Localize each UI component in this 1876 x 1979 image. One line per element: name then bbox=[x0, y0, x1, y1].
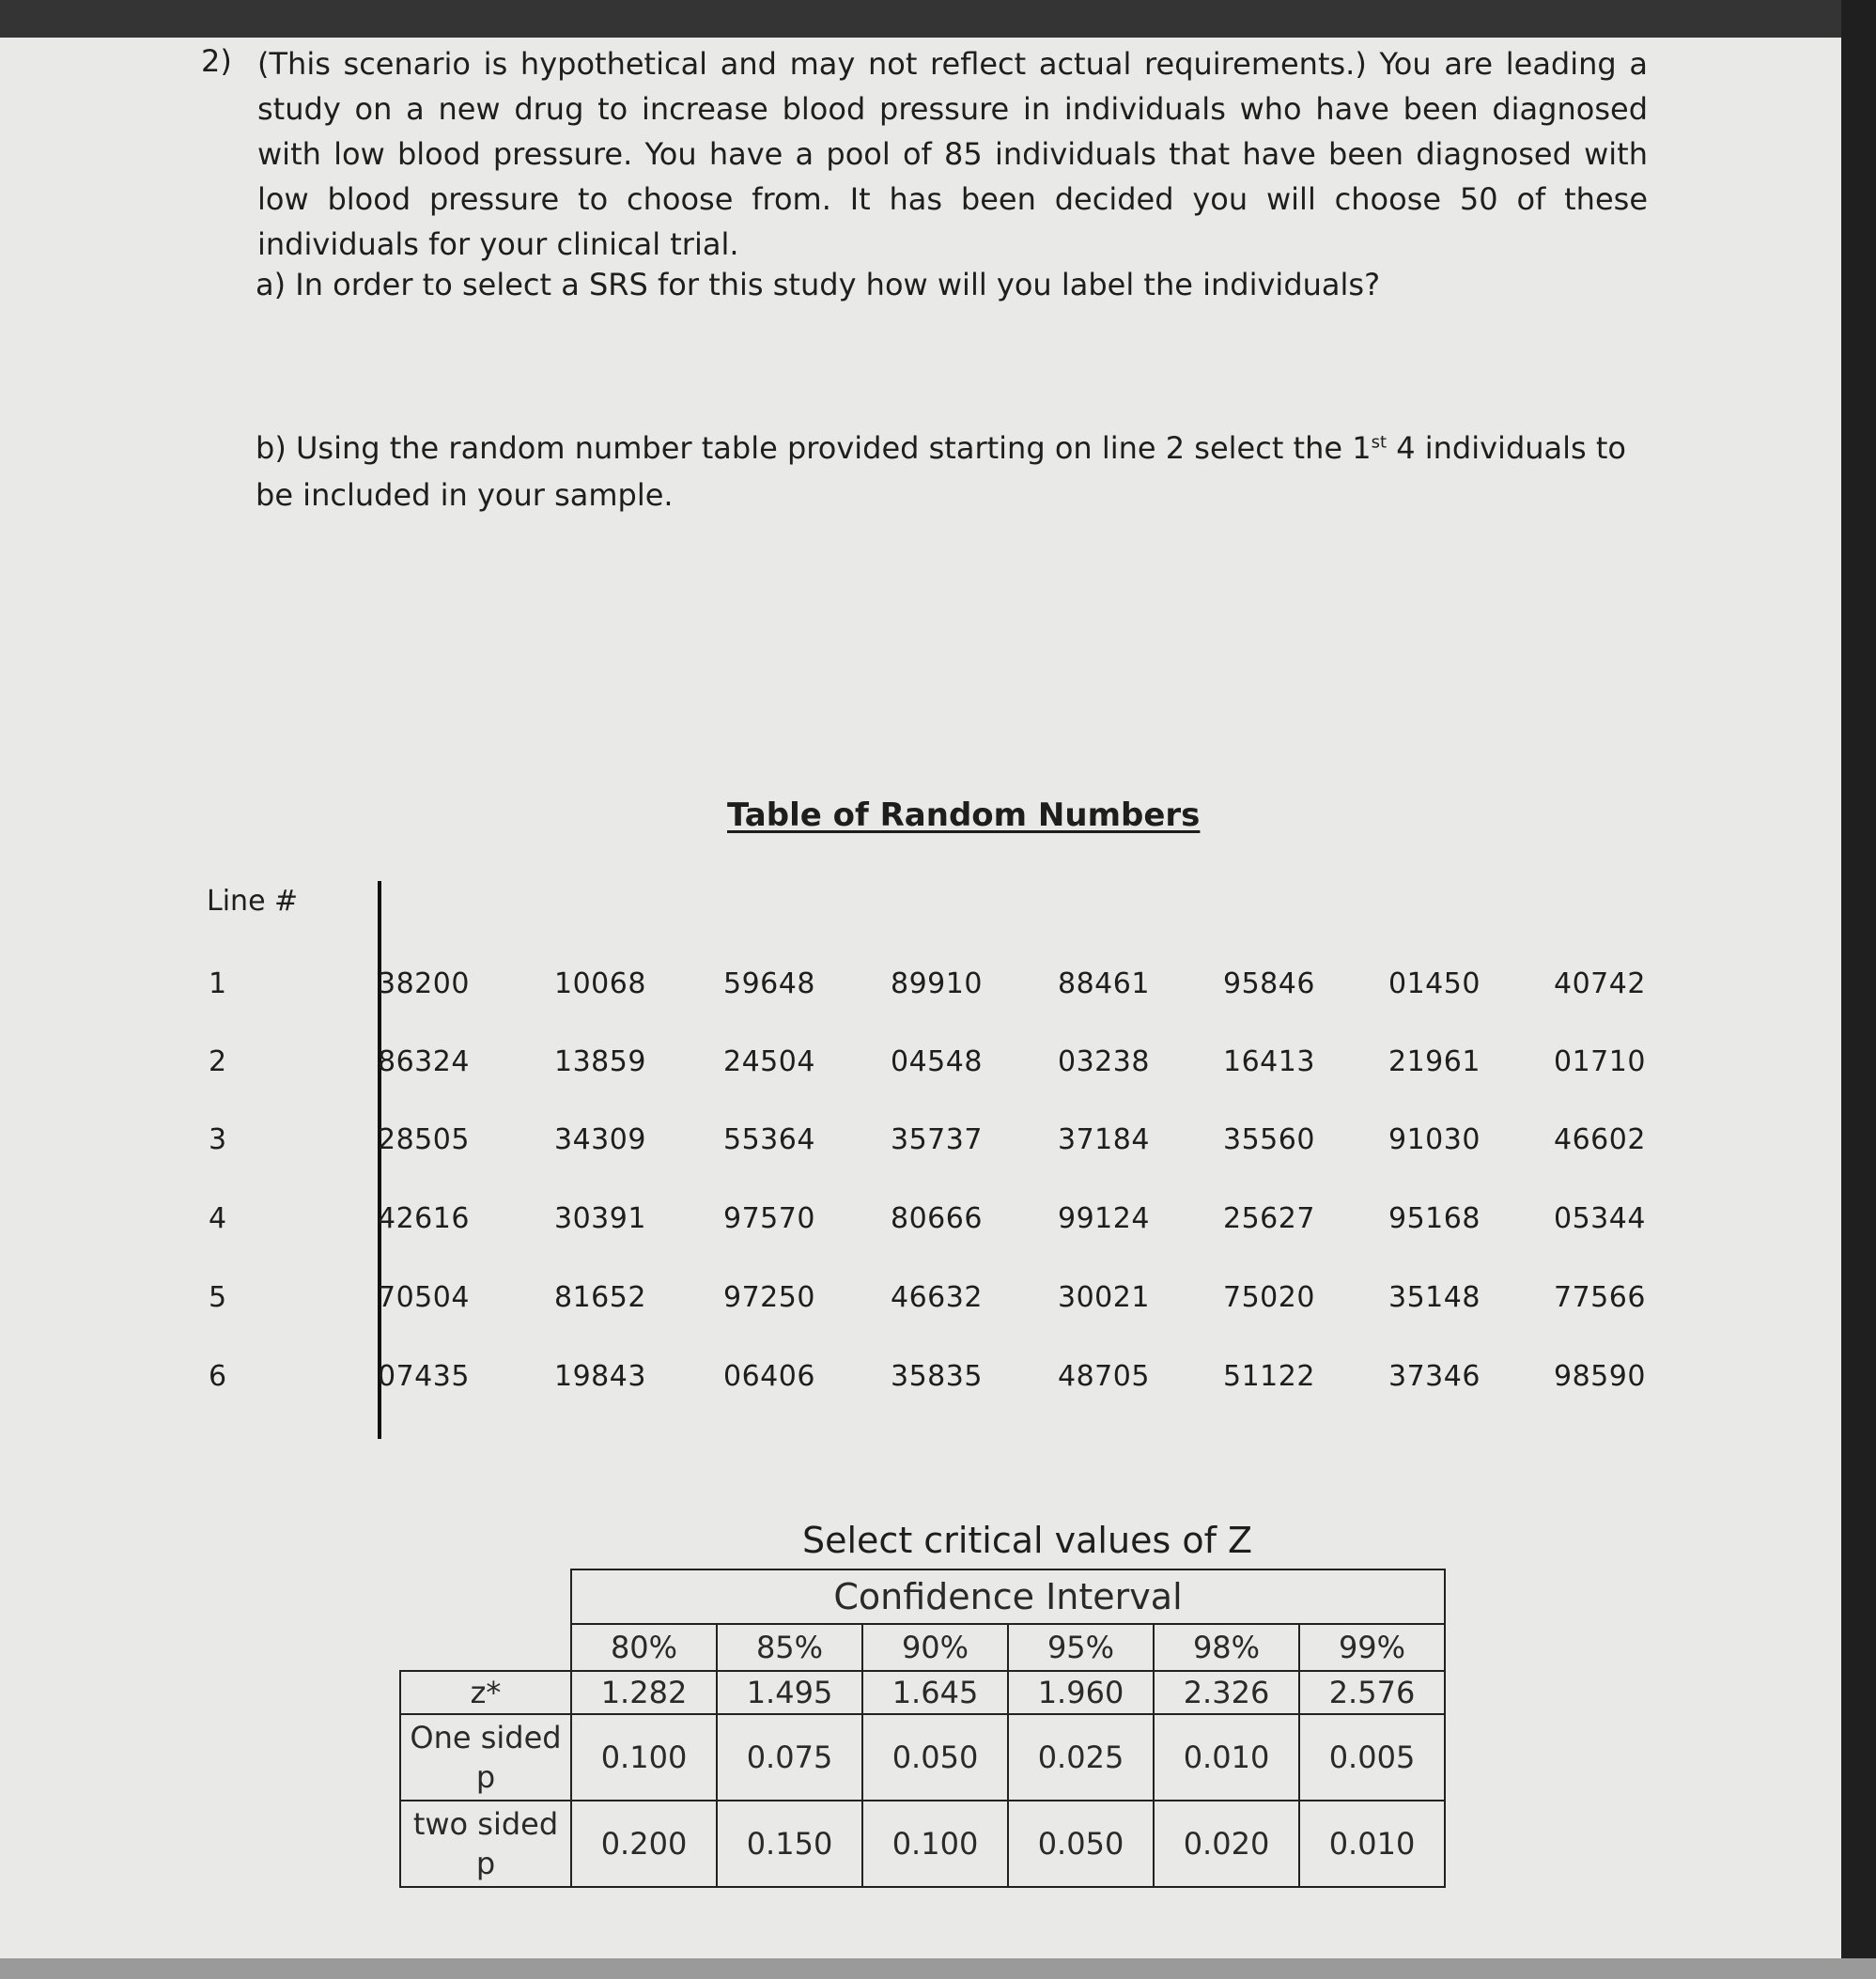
line-number: 3 bbox=[209, 1123, 227, 1156]
line-number: 5 bbox=[209, 1281, 227, 1314]
bottom-bezel bbox=[0, 1958, 1876, 1979]
random-number-cell: 59648 bbox=[723, 967, 815, 1000]
line-number: 2 bbox=[209, 1045, 227, 1078]
random-number-cell: 21961 bbox=[1388, 1045, 1481, 1078]
two-sided-label: two sided p bbox=[400, 1801, 571, 1887]
random-row-1 bbox=[0, 967, 1846, 1009]
one-sided-p-cell: 0.075 bbox=[717, 1714, 862, 1801]
random-number-cell: 81652 bbox=[554, 1281, 646, 1314]
random-number-cell: 37184 bbox=[1058, 1123, 1150, 1156]
question-paragraph: (This scenario is hypothetical and may not reflect actual requirements.) You are leading a study on a new drug to increase blood pressure in individuals who have been diagnosed with low blood pressure. You have a pool of 85 individuals that have been diagnosed with low blood pressure to choose from. It has been decided you will choose 50 of these individuals for your clinical trial. bbox=[257, 46, 1648, 262]
z-star-value-cell: 2.576 bbox=[1299, 1671, 1445, 1714]
random-number-cell: 75020 bbox=[1223, 1281, 1315, 1314]
random-number-cell: 07435 bbox=[378, 1360, 470, 1393]
random-number-cell: 04548 bbox=[891, 1045, 983, 1078]
confidence-level-cell: 99% bbox=[1299, 1624, 1445, 1671]
random-number-cell: 28505 bbox=[378, 1123, 470, 1156]
two-sided-p-cell: 0.020 bbox=[1154, 1801, 1299, 1887]
two-sided-p-cell: 0.150 bbox=[717, 1801, 862, 1887]
random-number-cell: 30021 bbox=[1058, 1281, 1150, 1314]
random-number-cell: 88461 bbox=[1058, 967, 1150, 1000]
random-number-cell: 06406 bbox=[723, 1360, 815, 1393]
two-sided-p-cell: 0.100 bbox=[862, 1801, 1008, 1887]
random-number-cell: 13859 bbox=[554, 1045, 646, 1078]
random-table-title: Table of Random Numbers bbox=[727, 796, 1201, 834]
z-star-label: z* bbox=[400, 1671, 571, 1714]
random-number-cell: 38200 bbox=[378, 967, 470, 1000]
line-number: 6 bbox=[209, 1360, 227, 1393]
confidence-interval-header: Confidence Interval bbox=[571, 1569, 1445, 1624]
random-number-cell: 03238 bbox=[1058, 1045, 1150, 1078]
two-sided-p-cell: 0.050 bbox=[1008, 1801, 1154, 1887]
one-sided-label: One sided p bbox=[400, 1714, 571, 1801]
line-number: 4 bbox=[209, 1202, 227, 1235]
random-number-cell: 34309 bbox=[554, 1123, 646, 1156]
z-star-value-cell: 1.645 bbox=[862, 1671, 1008, 1714]
one-sided-p-cell: 0.025 bbox=[1008, 1714, 1154, 1801]
confidence-level-cell: 98% bbox=[1154, 1624, 1299, 1671]
line-number: 1 bbox=[209, 967, 227, 1000]
one-sided-p-cell: 0.100 bbox=[571, 1714, 717, 1801]
random-number-cell: 46632 bbox=[891, 1281, 983, 1314]
random-number-cell: 42616 bbox=[378, 1202, 470, 1235]
random-number-cell: 19843 bbox=[554, 1360, 646, 1393]
random-number-cell: 89910 bbox=[891, 967, 983, 1000]
random-number-cell: 01450 bbox=[1388, 967, 1481, 1000]
random-number-cell: 97570 bbox=[723, 1202, 815, 1235]
question-part-a: a) In order to select a SRS for this study how will you label the individuals? bbox=[256, 267, 1381, 302]
random-number-cell: 10068 bbox=[554, 967, 646, 1000]
confidence-level-cell: 95% bbox=[1008, 1624, 1154, 1671]
random-number-cell: 35835 bbox=[891, 1360, 983, 1393]
random-number-cell: 05344 bbox=[1554, 1202, 1646, 1235]
random-number-cell: 01710 bbox=[1554, 1045, 1646, 1078]
line-number-header: Line # bbox=[207, 885, 299, 918]
z-star-value-cell: 1.960 bbox=[1008, 1671, 1154, 1714]
random-number-cell: 48705 bbox=[1058, 1360, 1150, 1393]
random-number-cell: 37346 bbox=[1388, 1360, 1481, 1393]
z-star-value-cell: 2.326 bbox=[1154, 1671, 1299, 1714]
two-sided-p-cell: 0.010 bbox=[1299, 1801, 1445, 1887]
random-number-cell: 24504 bbox=[723, 1045, 815, 1078]
random-number-cell: 46602 bbox=[1554, 1123, 1646, 1156]
confidence-level-cell: 80% bbox=[571, 1624, 717, 1671]
random-number-cell: 35560 bbox=[1223, 1123, 1315, 1156]
random-number-cell: 16413 bbox=[1223, 1045, 1315, 1078]
right-bezel bbox=[1841, 0, 1876, 1979]
random-number-cell: 35737 bbox=[891, 1123, 983, 1156]
one-sided-p-cell: 0.010 bbox=[1154, 1714, 1299, 1801]
random-number-cell: 70504 bbox=[378, 1281, 470, 1314]
one-sided-p-cell: 0.050 bbox=[862, 1714, 1008, 1801]
random-number-cell: 97250 bbox=[723, 1281, 815, 1314]
confidence-level-cell: 85% bbox=[717, 1624, 862, 1671]
random-number-cell: 95846 bbox=[1223, 967, 1315, 1000]
z-star-value-cell: 1.495 bbox=[717, 1671, 862, 1714]
random-row-6 bbox=[0, 1360, 1846, 1401]
random-row-3 bbox=[0, 1123, 1846, 1165]
z-table-title: Select critical values of Z bbox=[802, 1520, 1253, 1561]
random-number-cell: 86324 bbox=[378, 1045, 470, 1078]
random-row-5 bbox=[0, 1281, 1846, 1322]
random-row-2 bbox=[0, 1045, 1846, 1087]
random-number-cell: 35148 bbox=[1388, 1281, 1481, 1314]
random-number-cell: 98590 bbox=[1554, 1360, 1646, 1393]
confidence-level-cell: 90% bbox=[862, 1624, 1008, 1671]
z-star-value-cell: 1.282 bbox=[571, 1671, 717, 1714]
random-number-cell: 95168 bbox=[1388, 1202, 1481, 1235]
random-number-cell: 51122 bbox=[1223, 1360, 1315, 1393]
random-number-cell: 25627 bbox=[1223, 1202, 1315, 1235]
one-sided-p-cell: 0.005 bbox=[1299, 1714, 1445, 1801]
question-part-b: b) Using the random number table provided starting on line 2 select the 1st 4 individuals to be included in your sample. bbox=[256, 430, 1626, 513]
random-number-cell: 91030 bbox=[1388, 1123, 1481, 1156]
random-number-cell: 99124 bbox=[1058, 1202, 1150, 1235]
random-number-cell: 77566 bbox=[1554, 1281, 1646, 1314]
random-number-cell: 40742 bbox=[1554, 967, 1646, 1000]
two-sided-p-cell: 0.200 bbox=[571, 1801, 717, 1887]
question-number: 2) bbox=[201, 43, 232, 79]
random-number-cell: 80666 bbox=[891, 1202, 983, 1235]
random-number-cell: 55364 bbox=[723, 1123, 815, 1156]
random-row-4 bbox=[0, 1202, 1846, 1244]
random-number-cell: 30391 bbox=[554, 1202, 646, 1235]
z-critical-values-table bbox=[399, 1569, 1446, 1888]
